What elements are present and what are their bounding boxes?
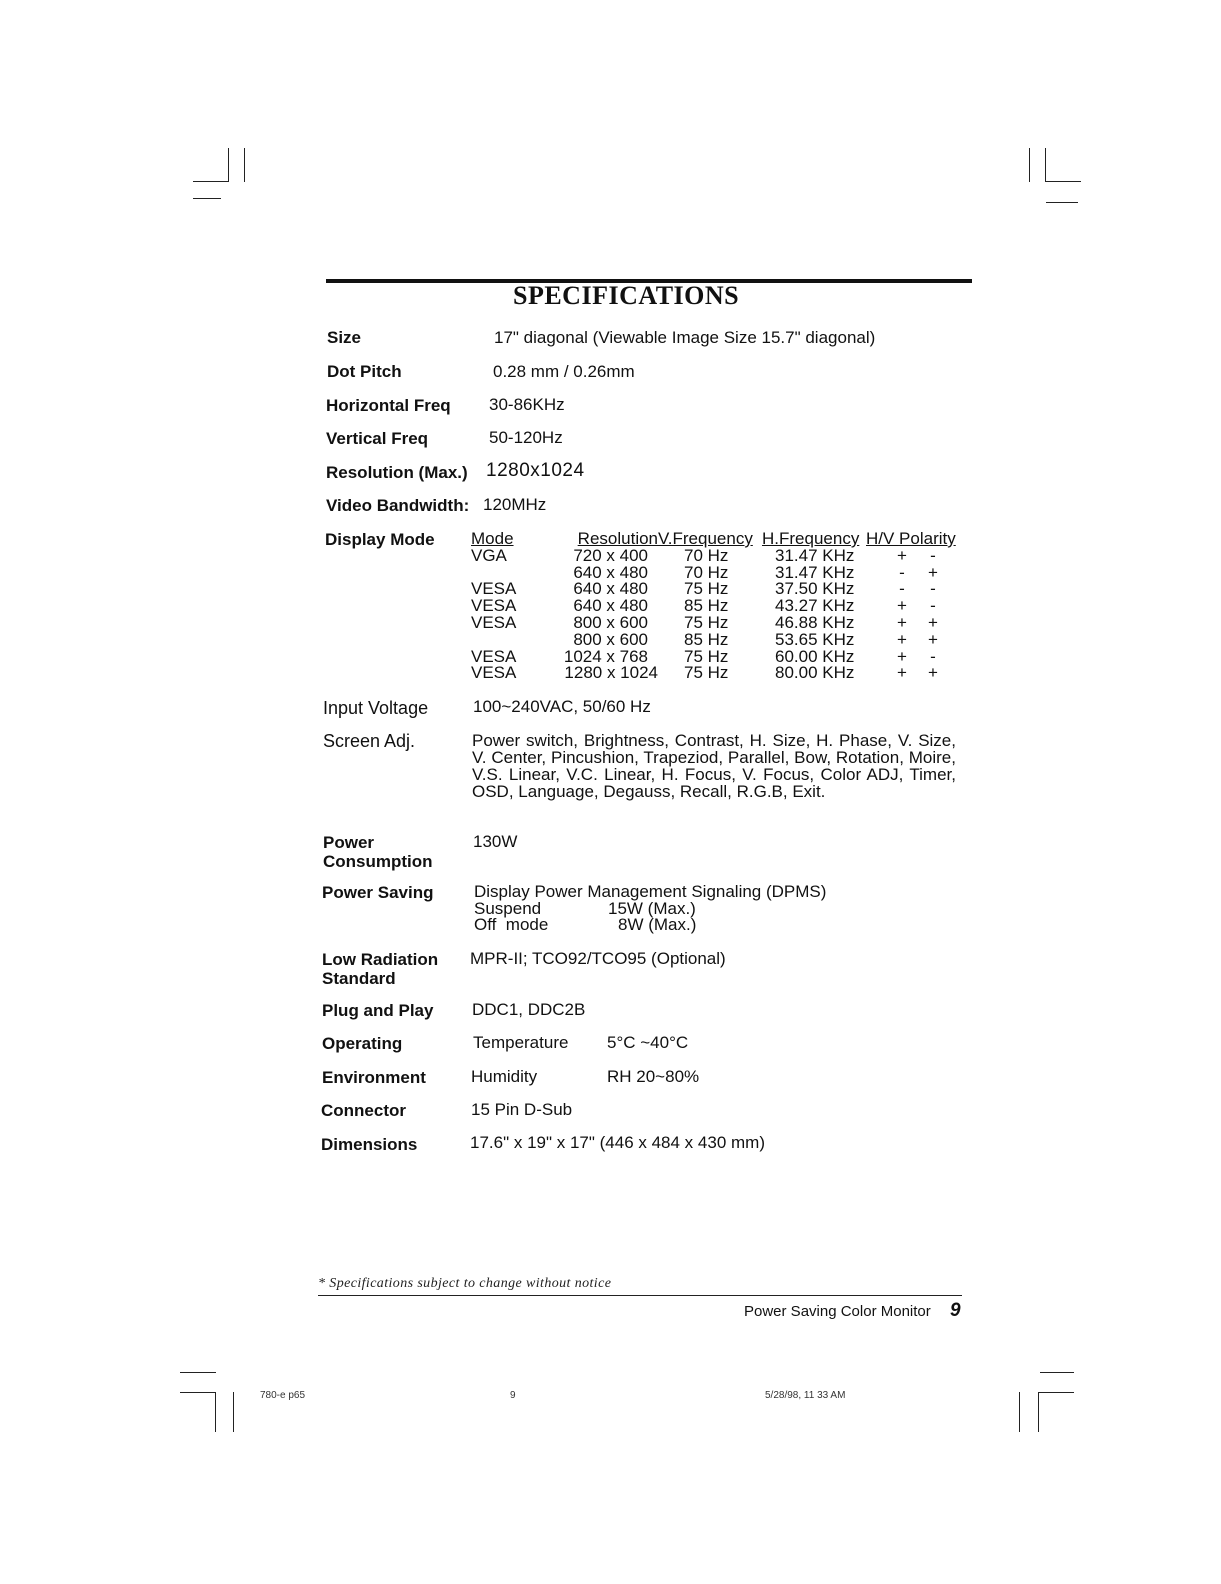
power-consumption-label-line1: Power bbox=[323, 833, 375, 852]
polarity-header: H/V Polarity bbox=[866, 529, 956, 548]
crop-mark bbox=[215, 1392, 216, 1432]
table-cell: 43.27 KHz bbox=[775, 596, 855, 616]
mode-column bbox=[471, 531, 516, 682]
table-cell: 75 Hz bbox=[684, 663, 729, 683]
input-voltage-value: 100~240VAC, 50/60 Hz bbox=[473, 697, 651, 716]
table-cell: + bbox=[897, 646, 907, 666]
table-cell: 80.00 KHz bbox=[775, 663, 855, 683]
table-cell: VESA bbox=[471, 579, 517, 599]
resolution-header: Resolution bbox=[577, 529, 658, 548]
low-radiation-value: MPR-II; TCO92/TCO95 (Optional) bbox=[470, 949, 726, 968]
resolution-column bbox=[560, 531, 658, 682]
table-cell: - bbox=[930, 545, 936, 565]
resolution-value: 1280x1024 bbox=[486, 460, 585, 481]
off-mode-label: Off mode bbox=[474, 915, 549, 934]
humidity-value: RH 20~80% bbox=[607, 1067, 700, 1086]
screen-adj-label: Screen Adj. bbox=[323, 731, 416, 751]
table-cell: + bbox=[897, 612, 907, 632]
table-cell: 800 x 600 bbox=[573, 629, 648, 649]
dimensions-value: 17.6" x 19" x 17" (446 x 484 x 430 mm) bbox=[470, 1133, 765, 1152]
slug-timestamp: 5/28/98, 11 33 AM bbox=[765, 1390, 846, 1401]
low-radiation-label-line2: Standard bbox=[322, 969, 396, 988]
temperature-key: Temperature bbox=[473, 1033, 569, 1052]
table-cell: 75 Hz bbox=[684, 579, 729, 599]
crop-mark bbox=[1046, 202, 1078, 203]
size-label: Size bbox=[327, 328, 362, 347]
crop-mark bbox=[1019, 1392, 1020, 1432]
table-cell: 640 x 480 bbox=[573, 579, 648, 599]
crop-mark bbox=[1038, 1392, 1039, 1432]
table-cell: + bbox=[897, 545, 907, 565]
power-consumption-label-line2: Consumption bbox=[323, 852, 433, 871]
dimensions-label: Dimensions bbox=[321, 1135, 418, 1154]
table-cell: 53.65 KHz bbox=[775, 629, 855, 649]
table-cell: 37.50 KHz bbox=[775, 579, 855, 599]
crop-mark bbox=[228, 148, 229, 182]
hfreq-header: H.Frequency bbox=[762, 529, 860, 548]
vertical-freq-label: Vertical Freq bbox=[326, 429, 429, 448]
dpms-intro: Display Power Management Signaling (DPMS) bbox=[474, 882, 827, 901]
table-cell: 1280 x 1024 bbox=[564, 663, 658, 683]
table-cell: + bbox=[928, 663, 938, 683]
table-cell: + bbox=[928, 562, 938, 582]
table-cell: VESA bbox=[471, 612, 517, 632]
table-cell: - bbox=[930, 646, 936, 666]
vfreq-header: V.Frequency bbox=[658, 529, 753, 548]
mode-header: Mode bbox=[471, 529, 514, 548]
table-cell: VESA bbox=[471, 646, 517, 666]
crop-mark bbox=[193, 181, 229, 182]
input-voltage-label: Input Voltage bbox=[323, 698, 429, 718]
polarity-column bbox=[866, 531, 956, 548]
suspend-value: 15W (Max.) bbox=[608, 899, 696, 918]
page-title: SPECIFICATIONS bbox=[513, 281, 740, 310]
table-cell: + bbox=[897, 663, 907, 683]
connector-value: 15 Pin D-Sub bbox=[471, 1100, 573, 1119]
table-cell: 75 Hz bbox=[684, 612, 729, 632]
table-cell: - bbox=[930, 579, 936, 599]
table-cell: 85 Hz bbox=[684, 629, 729, 649]
plug-and-play-value: DDC1, DDC2B bbox=[472, 1000, 586, 1019]
crop-mark bbox=[1029, 148, 1030, 182]
dot-pitch-label: Dot Pitch bbox=[327, 362, 402, 381]
power-saving-label: Power Saving bbox=[322, 883, 434, 902]
table-cell: 640 x 480 bbox=[573, 596, 648, 616]
resolution-label: Resolution (Max.) bbox=[326, 463, 468, 482]
size-value: 17" diagonal (Viewable Image Size 15.7" diagonal) bbox=[494, 328, 876, 347]
power-consumption-label bbox=[323, 833, 433, 871]
environment-label: Environment bbox=[322, 1068, 426, 1087]
display-mode-label: Display Mode bbox=[325, 530, 435, 549]
table-cell: - bbox=[899, 562, 905, 582]
table-cell: 31.47 KHz bbox=[775, 545, 855, 565]
temperature-value: 5°C ~40°C bbox=[607, 1033, 689, 1052]
footnote: * Specifications subject to change without notice bbox=[318, 1276, 612, 1291]
video-bandwidth-value: 120MHz bbox=[483, 495, 547, 514]
vertical-freq-value: 50-120Hz bbox=[489, 428, 563, 447]
table-cell: - bbox=[930, 596, 936, 616]
horizontal-freq-label: Horizontal Freq bbox=[326, 396, 451, 415]
crop-mark bbox=[180, 1392, 216, 1393]
crop-mark bbox=[193, 198, 221, 199]
plug-and-play-label: Plug and Play bbox=[322, 1001, 434, 1020]
crop-mark bbox=[244, 148, 245, 182]
crop-mark bbox=[1045, 181, 1081, 182]
table-cell: - bbox=[899, 579, 905, 599]
table-cell: 640 x 480 bbox=[573, 562, 648, 582]
crop-mark bbox=[180, 1372, 216, 1373]
footer-rule bbox=[318, 1295, 962, 1296]
table-cell: VESA bbox=[471, 663, 517, 683]
power-consumption-value: 130W bbox=[473, 832, 518, 851]
crop-mark bbox=[1040, 1372, 1074, 1373]
table-cell: 46.88 KHz bbox=[775, 612, 855, 632]
table-cell: + bbox=[897, 629, 907, 649]
table-cell: 85 Hz bbox=[684, 596, 729, 616]
vfreq-column bbox=[658, 531, 753, 682]
table-cell: 800 x 600 bbox=[573, 612, 648, 632]
screen-adj-value: Power switch, Brightness, Contrast, H. Size, H. Phase, V. Size, V. Center, Pincushion, Trapeziod, Parallel, Bow, Rotation, Moire, V.S. Linear, V.C. Linear, H. Focus, V. Focus, Color ADJ, Timer, OSD, Language, Degauss, Recall, R.G.B, Exit. bbox=[472, 731, 956, 801]
polarity-v-column bbox=[927, 545, 939, 683]
low-radiation-label-line1: Low Radiation bbox=[322, 950, 439, 969]
table-cell: 75 Hz bbox=[684, 646, 729, 666]
low-radiation-label bbox=[322, 950, 438, 988]
dot-pitch-value: 0.28 mm / 0.26mm bbox=[493, 362, 635, 381]
suspend-label: Suspend bbox=[474, 899, 542, 918]
table-cell: + bbox=[897, 596, 907, 616]
polarity-h-column bbox=[896, 545, 908, 683]
connector-label: Connector bbox=[321, 1101, 406, 1120]
table-cell: 1024 x 768 bbox=[563, 646, 648, 666]
video-bandwidth-label: Video Bandwidth: bbox=[326, 496, 470, 515]
humidity-key: Humidity bbox=[471, 1067, 538, 1086]
page-number: 9 bbox=[950, 1300, 961, 1321]
hfreq-column bbox=[762, 531, 859, 682]
operating-label: Operating bbox=[322, 1034, 403, 1053]
table-cell: 720 x 400 bbox=[573, 545, 648, 565]
table-cell: VESA bbox=[471, 596, 517, 616]
table-cell: VGA bbox=[471, 545, 507, 565]
slug-page: 9 bbox=[510, 1390, 516, 1401]
table-cell: 70 Hz bbox=[684, 545, 729, 565]
table-cell: + bbox=[928, 629, 938, 649]
table-cell: + bbox=[928, 612, 938, 632]
table-cell: 70 Hz bbox=[684, 562, 729, 582]
crop-mark bbox=[233, 1392, 234, 1432]
off-mode-value: 8W (Max.) bbox=[618, 915, 697, 934]
table-cell: 60.00 KHz bbox=[775, 646, 855, 666]
crop-mark bbox=[1038, 1392, 1074, 1393]
horizontal-freq-value: 30-86KHz bbox=[489, 395, 565, 414]
slug-file: 780-e p65 bbox=[260, 1390, 306, 1401]
table-cell: 31.47 KHz bbox=[775, 562, 855, 582]
crop-mark bbox=[1045, 148, 1046, 182]
footer-title: Power Saving Color Monitor bbox=[744, 1303, 931, 1320]
